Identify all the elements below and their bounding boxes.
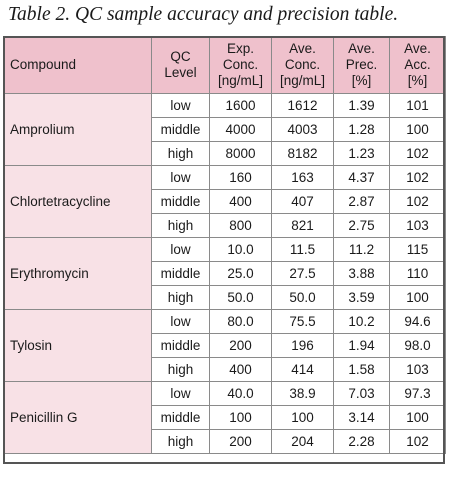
header-qc-level-line1: QC xyxy=(170,49,191,64)
exp-conc-cell: 400 xyxy=(210,358,272,382)
exp-conc-cell: 100 xyxy=(210,406,272,430)
ave-prec-cell: 11.2 xyxy=(334,238,390,262)
ave-conc-cell: 100 xyxy=(272,406,334,430)
ave-acc-cell: 103 xyxy=(390,214,446,238)
header-ave-conc xyxy=(272,37,334,94)
ave-acc-cell: 102 xyxy=(390,190,446,214)
header-exp-line1: Exp. xyxy=(226,41,254,56)
ave-conc-cell: 8182 xyxy=(272,142,334,166)
qc-level-cell: middle xyxy=(152,262,210,286)
header-compound-label: Compound xyxy=(10,57,77,72)
ave-conc-cell: 204 xyxy=(272,430,334,454)
ave-prec-cell: 1.58 xyxy=(334,358,390,382)
table-row xyxy=(4,382,446,406)
ave-conc-cell: 407 xyxy=(272,190,334,214)
ave-prec-cell: 2.28 xyxy=(334,430,390,454)
ave-acc-cell: 94.6 xyxy=(390,310,446,334)
compound-name-cell: Penicillin G xyxy=(4,382,152,454)
exp-conc-cell: 25.0 xyxy=(210,262,272,286)
ave-acc-cell: 98.0 xyxy=(390,334,446,358)
header-qc-level-line2: Level xyxy=(164,65,197,80)
ave-conc-cell: 414 xyxy=(272,358,334,382)
header-ave-conc-line2: Conc. xyxy=(284,57,321,72)
compound-name-cell: Tylosin xyxy=(4,310,152,382)
header-prec-line2: Prec. xyxy=(345,57,378,72)
ave-prec-cell: 1.23 xyxy=(334,142,390,166)
qc-level-cell: middle xyxy=(152,190,210,214)
compound-name-cell: Erythromycin xyxy=(4,238,152,310)
ave-prec-cell: 3.59 xyxy=(334,286,390,310)
exp-conc-cell: 400 xyxy=(210,190,272,214)
header-qc-level xyxy=(152,37,210,94)
table-row xyxy=(4,94,446,118)
header-prec-line1: Ave. xyxy=(348,41,375,56)
header-exp-line2: Conc. xyxy=(222,57,259,72)
ave-acc-cell: 100 xyxy=(390,286,446,310)
table-row xyxy=(4,166,446,190)
compound-name-cell: Chlortetracycline xyxy=(4,166,152,238)
header-exp-line3: [ng/mL] xyxy=(217,73,264,88)
compound-name-cell: Amprolium xyxy=(4,94,152,166)
ave-prec-cell: 1.28 xyxy=(334,118,390,142)
ave-acc-cell: 100 xyxy=(390,118,446,142)
header-acc-line3: [%] xyxy=(407,73,428,88)
ave-acc-cell: 115 xyxy=(390,238,446,262)
ave-prec-cell: 1.39 xyxy=(334,94,390,118)
qc-table xyxy=(3,36,446,454)
ave-conc-cell: 4003 xyxy=(272,118,334,142)
header-ave-conc-line3: [ng/mL] xyxy=(279,73,326,88)
qc-level-cell: high xyxy=(152,214,210,238)
header-acc-line1: Ave. xyxy=(404,41,431,56)
ave-acc-cell: 103 xyxy=(390,358,446,382)
table-row xyxy=(4,310,446,334)
table-caption: Table 2. QC sample accuracy and precision table. xyxy=(8,4,399,25)
ave-prec-cell: 2.75 xyxy=(334,214,390,238)
qc-level-cell: low xyxy=(152,382,210,406)
exp-conc-cell: 200 xyxy=(210,334,272,358)
ave-conc-cell: 163 xyxy=(272,166,334,190)
ave-conc-cell: 1612 xyxy=(272,94,334,118)
exp-conc-cell: 50.0 xyxy=(210,286,272,310)
exp-conc-cell: 800 xyxy=(210,214,272,238)
ave-acc-cell: 102 xyxy=(390,166,446,190)
header-compound xyxy=(4,37,152,94)
header-row xyxy=(4,37,446,94)
qc-level-cell: high xyxy=(152,430,210,454)
exp-conc-cell: 1600 xyxy=(210,94,272,118)
header-exp-conc xyxy=(210,37,272,94)
ave-conc-cell: 38.9 xyxy=(272,382,334,406)
ave-acc-cell: 101 xyxy=(390,94,446,118)
exp-conc-cell: 200 xyxy=(210,430,272,454)
ave-prec-cell: 1.94 xyxy=(334,334,390,358)
header-ave-acc xyxy=(390,37,446,94)
qc-level-cell: high xyxy=(152,286,210,310)
qc-level-cell: high xyxy=(152,142,210,166)
ave-acc-cell: 110 xyxy=(390,262,446,286)
ave-prec-cell: 2.87 xyxy=(334,190,390,214)
exp-conc-cell: 40.0 xyxy=(210,382,272,406)
qc-level-cell: low xyxy=(152,238,210,262)
ave-acc-cell: 97.3 xyxy=(390,382,446,406)
header-ave-prec xyxy=(334,37,390,94)
exp-conc-cell: 8000 xyxy=(210,142,272,166)
qc-level-cell: high xyxy=(152,358,210,382)
ave-conc-cell: 196 xyxy=(272,334,334,358)
exp-conc-cell: 10.0 xyxy=(210,238,272,262)
ave-acc-cell: 102 xyxy=(390,430,446,454)
ave-conc-cell: 11.5 xyxy=(272,238,334,262)
qc-level-cell: middle xyxy=(152,334,210,358)
ave-conc-cell: 75.5 xyxy=(272,310,334,334)
ave-prec-cell: 3.88 xyxy=(334,262,390,286)
header-ave-conc-line1: Ave. xyxy=(289,41,316,56)
qc-level-cell: low xyxy=(152,310,210,334)
ave-acc-cell: 100 xyxy=(390,406,446,430)
ave-prec-cell: 3.14 xyxy=(334,406,390,430)
ave-prec-cell: 7.03 xyxy=(334,382,390,406)
ave-conc-cell: 50.0 xyxy=(272,286,334,310)
ave-acc-cell: 102 xyxy=(390,142,446,166)
header-prec-line3: [%] xyxy=(351,73,372,88)
qc-level-cell: middle xyxy=(152,118,210,142)
ave-conc-cell: 821 xyxy=(272,214,334,238)
ave-conc-cell: 27.5 xyxy=(272,262,334,286)
exp-conc-cell: 4000 xyxy=(210,118,272,142)
qc-level-cell: middle xyxy=(152,406,210,430)
exp-conc-cell: 160 xyxy=(210,166,272,190)
ave-prec-cell: 4.37 xyxy=(334,166,390,190)
header-acc-line2: Acc. xyxy=(404,57,431,72)
qc-level-cell: low xyxy=(152,166,210,190)
table-row xyxy=(4,238,446,262)
qc-level-cell: low xyxy=(152,94,210,118)
ave-prec-cell: 10.2 xyxy=(334,310,390,334)
exp-conc-cell: 80.0 xyxy=(210,310,272,334)
